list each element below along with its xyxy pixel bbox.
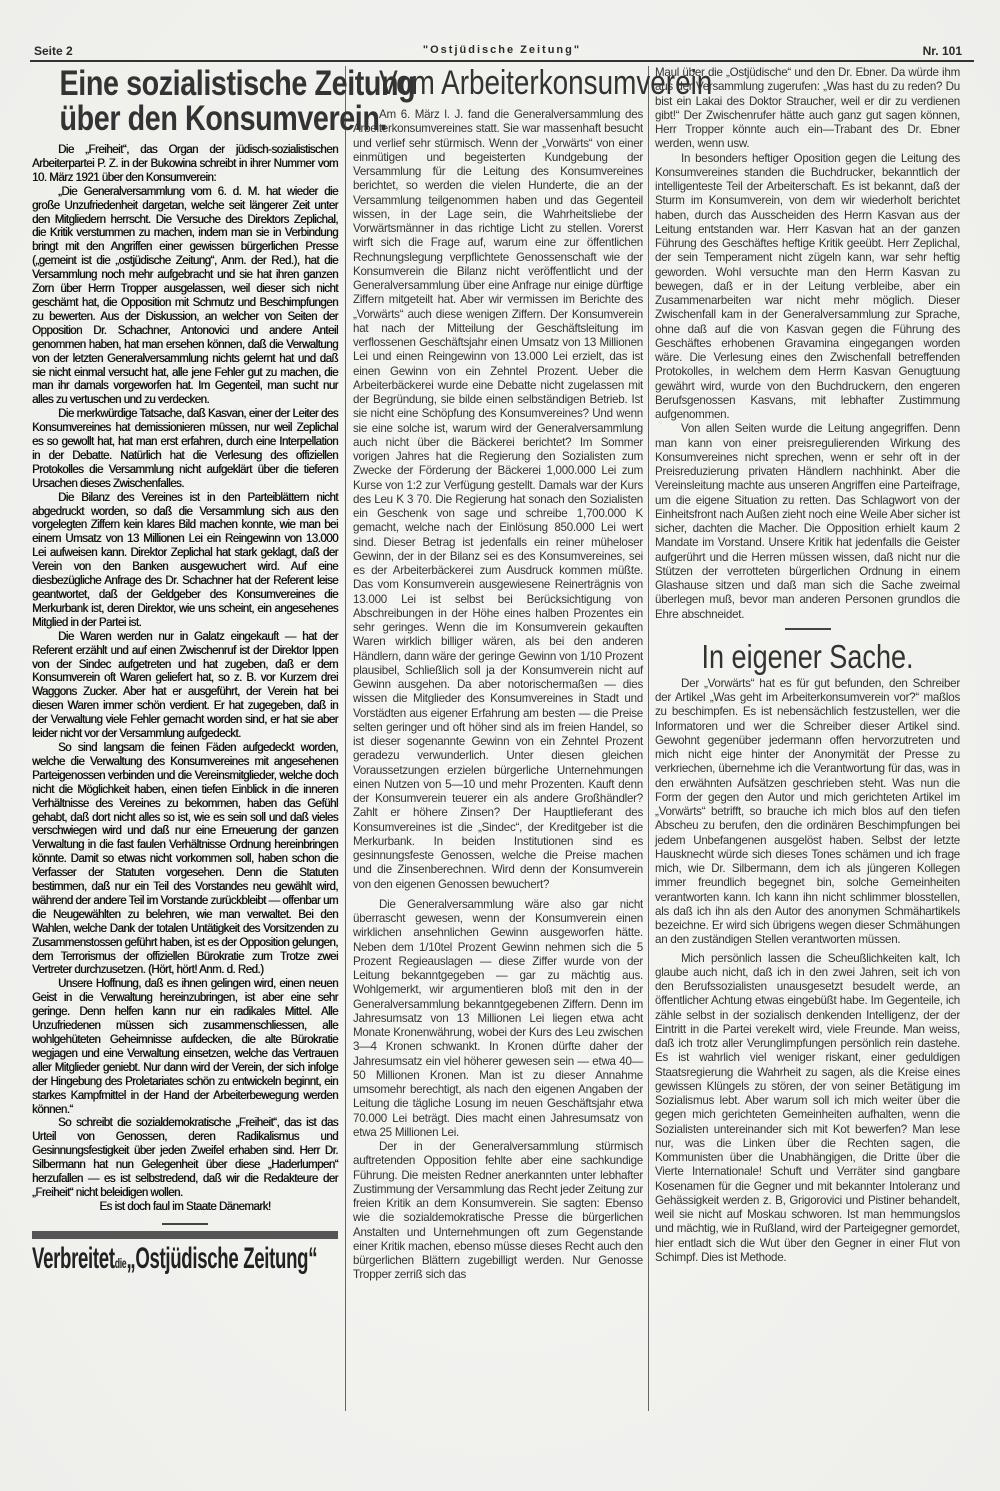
promo-text-small: die — [114, 1254, 127, 1271]
closing-line: Es ist doch faul im Staate Dänemark! — [99, 1200, 271, 1213]
page-number: Seite 2 — [34, 44, 73, 58]
headline: Vom Arbeiterkonsumverein — [379, 64, 713, 102]
paragraph: So sind langsam die feinen Fäden aufgedeckt worden, welche die Verwaltung des Konsumvereines mit angesehenen Parteigenossen verbinden und die Vereinsmitglieder, welche doch nicht die Möglichkeit haben, einen tiefen Einblick in die inneren Verhältnisse des Vereines zu bekommen, haben das Gefühl gehabt, daß dort nicht alles so ist, wie es sein soll und daß vieles verschwiegen wird und daß nur eine Erneuerung der ganzen Verwaltung in die fast faulen Verhältnisse Ordnung hereinbringen könnte. Damit so etwas nicht vorkommen soll, haben schon die Verfasser der Statuten vorgesehen. Denn die Statuten bestimmen, daß nur ein Teil des Vorstandes neu gewählt wird, während der andere Teil im Vorstande zurückbleibt — offenbar um die Neugewählten zu belehren, wie man verwaltet. Bei den Wahlen, welche Dank der totalen Untätigkeit des Vorsitzenden zu Zusammenstossen geführt haben, ist es der Opposition gelungen, dem Terrorismus der offiziellen Bürokratie zum Trotze zwei Vertreter durchzusetzen. (Hört, hört! Anm. d. Red.) — [32, 741, 338, 977]
separator — [785, 628, 831, 630]
paragraph: Mich persönlich lassen die Scheußlichkeiten kalt, Ich glaube auch nicht, daß ich in den zwei Jahren, seit ich von den Berufssozialisten unausgesetzt besudelt werde, an öffentlicher Achtung etwas eingebüßt habe. Im Gegenteile, ich zähle selbst in der sozialisch denkenden Intelligenz, der der Eintritt in die Partei verekelt wird, viele Freunde. Man weiss, daß ich trotz aller Verunglimpfungen persönlich rein dastehe. Es ist wahrlich viel weniger riskant, einer geduldigen Staatsregierung die Wahrheit zu sagen, als die Kreise eines gewissen Klüngels zu stören, der von seiner Betätigung im Sozialismus lebt. Aber warum soll ich mich weiter über die gegen mich gerichteten Gemeinheiten aufhalten, wenn die Sozialisten untereinander sich mit Kot bewerfen? Man lese nur, was die Linken über die Rechten sagen, die Kommunisten über die Unabhängigen, die Dritte über die Vierte Internationale! Schuft und Verräter sind gangbare Kosenamen für die Gegner und mit bekannter Intoleranz und Gehässigkeit werden z. B, Grigorovici und Pistiner behandelt, weil sie nicht auf Moskau schworen. Ist man hemmungslos und mächtig, wie in Rußland, wird der Parteigegner gemordet, hier entladt sich die Wut über den Gegner in einer Flut von Schimpf. Dies ist Methode. — [655, 951, 960, 1264]
column-divider — [345, 66, 346, 1411]
paragraph: „Die Generalversammlung vom 6. d. M. hat wieder die große Unzufriedenheit dargetan, welche seit längerer Zeit unter den Mitgliedern herrscht. Die Versuche des Direktors Zeplichal, die Kritik verstummen zu machen, indem man sie in Verbindung bringt mit den Angriffen einer gewissen bürgerlichen Presse („gemeint ist die „ostjüdische Zeitung“, Anm. der Red.), hat die Versammlung noch mehr aufgebracht und sie hat ihren ganzen Zorn über Herrn Tropper ausgelassen, weil dieser sich nicht geschämt hat, die Opposition mit Schmutz und Beschimpfungen zu bewerten. Aus der Diskussion, an welcher von Seiten der Opposition Dr. Schachner, Antonovici und andere Anteil genommen haben, hat man ersehen können, daß die Verwaltung von der letzten Generalversammlung nichts gelernt hat und daß sie nicht einmal versucht hat, alle jene Fehler gut zu machen, die man ihr damals vorgeworfen hat. Im Gegenteil, man sucht nur alles zu vertuschen und zu verdecken. — [32, 185, 338, 407]
paragraph: Die Generalversammlung wäre also gar nicht überrascht gewesen, wenn der Konsumverein einen wirklichen ansehnlichen Gewinn ausgeworfen hätte. Neben dem 1/10tel Prozent Gewinn nehmen sich die 5 Prozent Regieauslagen — diese Ziffer wurde von der Leitung bekanntgegeben — gar zu mächtig aus. Wohlgemerkt, wir argumentieren bloß mit den in der Generalversammlung bekanntgegebenen Ziffern. Denn im Jahresumsatz von 13 Millionen Lei liegen etwa acht Monate Kronenwährung, wobei der Kurs des Leu zwischen 3—4 Kronen schwankt. In Kronen dürfte daher der Jahresumsatz ein viel höherer gewesen sein — etwa 40—50 Millionen Kronen. Man ist zu dieser Annahme umsomehr berechtigt, als nach den eigenen Angaben der Leitung die tägliche Losung im neuen Geschäftsjahr etwa 70.000 Lei beträgt. Dies macht einen Jahresumsatz von etwa 25 Millionen Lei. — [353, 897, 643, 1139]
promo-bar — [32, 1231, 338, 1239]
article-socialist-newspaper — [32, 64, 416, 1280]
paragraph: Der in der Generalversammlung stürmisch auftretenden Opposition fehlte aber eine sachkundige Führung. Die meisten Redner anerkannten unter lebhafter Zustimmung der Versammlung das Recht jeder Zeitung zur freien Kritik an dem Konsumverein. Sie sagten: Ebenso wie die sozialdemokratische Presse die bürgerlichen Anstalten und Unternehmungen oft zum Gegenstande einer Kritik machen, ebenso müsse dieses Recht auch den bürgerlichen Blättern zugebilligt werden. Nur Genosse Tropper zerriß sich das — [353, 1140, 644, 1282]
paragraph: Unsere Hoffnung, daß es ihnen gelingen wird, einen neuen Geist in die Verwaltung hereinzubringen, ist aber eine sehr geringe. Denn helfen kann nur ein radikales Mittel. Alle Unzufriedenen müssen sich zusammenschliessen, alle wohlgehüteten Geheimnisse aufdecken, die alte Bürokratie wegjagen und eine Verwaltung einsetzen, welche das Vertrauen aller Mitglieder geniebt. Nur dann wird der Verein, der sich infolge der Hingebung des Proletariates schön zu entwickeln beginnt, ein starkes Kampfmittel in der Hand der Arbeiterbewegung werden können.“ — [32, 978, 338, 1116]
paragraph: Die merkwürdige Tatsache, daß Kasvan, einer der Leiter des Konsumvereines hat demissionieren müssen, nur weil Zeplichal es so gewollt hat, hat man erst erfahren, durch eine Interpellation in der Debatte. Natürlich hat die Verlesung des offiziellen Protokolles die Versammlung nicht aufgeklärt über die tieferen Ursachen dieses Zwischenfalles. — [32, 408, 338, 490]
paragraph: Die Bilanz des Vereines ist in den Parteiblättern nicht abgedruckt worden, so daß die Versammlung sich aus den vorgelegten Ziffern kein klares Bild machen konnte, wie man bei einem Umsatz von 13 Millionen Lei ein Reingewinn von 13.000 Lei aufweisen kann. Direktor Zeplichal hat stark geklagt, daß der Verein von den Banken ausgewuchert wird. Auf eine diesbezügliche Anfrage des Dr. Schachner hat der Referent leise geantwortet, daß der Geldgeber des Konsumvereines die Merkurbank ist, deren Direktor, wie uns scheint, ein angesehenes Mitglied in der Partei ist. — [32, 491, 338, 629]
headline-line-2: über den Konsumverein. — [59, 99, 388, 138]
issue-number: Nr. 101 — [922, 44, 962, 58]
paragraph: Die Waren werden nur in Galatz eingekauft — hat der Referent erzählt und auf einen Zwischenruf ist der Direktor Ippen von der Sindec aufgetreten und hat zugeben, daß er dem Konsumverein oft Waren geliefert hat, so z. B. vor Kurzem drei Waggons Zucker. Aber hat er ausgeführt, der Verein hat bei diesen Waren immer schön verdient. Er hat zugegeben, daß in der Verwaltung viele Fehler gemacht worden sind, er hat sie aber leider nicht vor der Versammlung aufgedeckt. — [32, 630, 338, 741]
paragraph: In besonders heftiger Oposition gegen die Leitung des Konsumvereines standen die Buchdrucker, bekanntlich der intelligenteste Teil der Arbeiterschaft. Es ist bekannt, daß der Sturm im Konsumverein, von dem wir wiederholt berichtet haben, durch das Ausscheiden des Herrn Kasvan aus der Leitung entstanden war. Herr Kasvan hat an der ganzen Führung des Geschäftes heftige Kritik geeübt. Herr Zeplichal, der sein Temperament nicht zügeln kann, war sehr heftig geworden. Wohl versuchte man den Herrn Kasvan zu bewegen, daß er in der Leitung verbleibe, aber ein Zusammenarbeiten war nicht mehr möglich. Dieser Zwischenfall kam in der Generalversammlung zur Sprache, ohne daß auf die von Kasvan gegen die Führung des Geschäftes erhobenen Gravamina eingegangen worden wäre. Die Verlesung eines den Zwischenfall betreffenden Protokolles, in welchem dem Herrn Kasvan Genugtuung gewährt wird, wurde von den Buchdruckern, den engeren Berufsgenossen Kasvans, mit lebhafter Zustimmung aufgenommen. — [655, 151, 960, 421]
paragraph: Am 6. März l. J. fand die Generalversammlung des Arbeiterkonsumvereines statt. Sie war massenhaft besucht und verlief sehr stürmisch. Wenn der „Vorwärts“ von einer einmütigen und begeisterten Kundgebung der Versammlung für die Leitung des Konsumvereines berichtet, so werden die vielen Hunderte, die an der Versammlung teilgenommen haben und das Gegenteil wissen, in der Lage sein, die Wahrheitsliebe der Vorwärtsmänner in das richtige Licht zu stellen. Vorerst wirft sich die Frage auf, warum eine zur öffentlichen Rechnungslegung verpflichtete Genossenschaft wie der Konsumverein die Bilanz nicht veröffentlicht und der Generalversammlung über eine Anfrage nur einige dürftige Ziffern mitgeteilt hat. Aber wir vermissen im Berichte des „Vorwärts“ auch diese wenigen Ziffern. Der Konsumverein hat nach der Mitteilung der Geschäftsleitung im verflossenen Geschäftsjahr einen Umsatz von 13 Millionen Lei und einen Reingewinn von 13.000 Lei erzielt, das ist einen Gewinn von ein Zehntel Prozent. Ueber die Arbeiterbäckerei wurde eine Debatte nicht zugelassen mit der Begründung, sie bilde einen selbständigen Betrieb. Ist sie nicht eine Schöpfung des Konsumvereines? Und wenn sie eine solche ist, warum wird der Generalversammlung auch nicht über die Bäckerei berichtet? Im Sommer vorigen Jahres hat die Regierung den Sozialisten zum Zwecke der Förderung der Bäckerei 1,000.000 Lei zum Kurse von 1:2 zur Verfügung gestellt. Damals war der Kurs des Leu K 3 70. Die Regierung hat sonach den Sozialisten ein Geschenk von sage und schreibe 1,700.000 K gemacht, welche nach der Einlösung 850.000 Lei wert sind. Dieser Betrag ist jedenfalls ein reiner müheloser Gewinn, der in der Bilanz sei es des Konsumvereines, sei es der Arbeiterbäckerei zum Ausdruck kommen müßte. Das vom Konsumverein ausgewiesene Reinerträgnis von 13.000 Lei ist selbst bei Berücksichtigung von Abschreibungen in der Höhe eines halben Prozentes ein sehr geringes. Wenn die im Konsumverein gekauften Waren wirklich billiger wären, als bei den anderen Händlern, dann wäre der geringe Gewinn von 1/10 Prozent plausibel, Schließlich soll ja der Konsumverein nicht auf Gewinn ausgehen. Da aber notorischermaßen — dies wissen die Mitglieder des Konsumvereines in Stadt und Vorstädten aus eigener Erfahrung am besten — die Preise selten geringer und oft höher sind als im freien Handel, so ist dieser sogenannte Gewinn von ein Zehntel Prozent geradezu verwunderlich. Unter diesen gleichen Voraussetzungen erzielen bürgerliche Unternehmungen einen Nutzen von 5—10 und mehr Prozenten. Kauft denn der Konsumverein teuerer ein als andere Großhändler? Zahlt er höhere Zinsen? Der Hauptlieferant des Konsumvereines ist die „Sindec“, der Kreditgeber ist die Merkurbank. In beiden Institutionen sind es gesinnungsfeste Genossen, welche die Preise machen und die Zinsenberechnen. Wird denn der Konsumverein von den eigenen Genossen bewuchert? — [353, 108, 643, 891]
promo-banner — [32, 1241, 318, 1280]
promo-text: Verbreitet — [32, 1241, 115, 1275]
paragraph: Maul über die „Ostjüdische“ und den Dr. Ebner. Da würde ihm aus der Versammlung zugerufen: „Was hast du zu reden? Du bist ein Lakai des Doktor Straucher, weil er dir zu verdienen gibt!“ Der Zwischenrufer hätte auch ganz gut sagen können, Herr Tropper könnte auch ein—Trabant des Dr. Ebner werden, wenn usw. — [655, 66, 960, 151]
promo-title: „Ostjüdische Zeitung“ — [126, 1241, 318, 1275]
separator — [162, 1223, 208, 1225]
masthead: "Ostjüdische Zeitung" — [422, 44, 582, 56]
column-divider — [648, 66, 649, 1411]
page-header — [34, 44, 970, 60]
paragraph: Von allen Seiten wurde die Leitung angegriffen. Denn man kann von einer preisregulierenden Wirkung des Konsumvereines nicht sprechen, wenn er sehr oft in der Preisreduzierung privaten Händlern nachhinkt. Aber die Vereinsleitung machte aus unseren Angriffen eine Parteifrage, um die eigene Situation zu retten. Das Schlagwort von der Einheitsfront nach Außen zieht noch eine Weile Aber sicher ist sicher, dachten die Macher. Die Opposition erhielt kaum 2 Mandate im Vorstand. Unsere Kritik hat jedenfalls die Geister aufgerührt und die Herren müssen wissen, daß nicht nur die Stützen der verrotteten bürgerlichen Ordnung in einem Glashause sitzen und daß man sich die Sache zweimal überlegen muß, bevor man anderen Personen grundlos die Ehre abschneidet. — [655, 422, 960, 621]
header-rule — [30, 60, 974, 62]
headline-line-1: Eine sozialistische Zeitung — [59, 64, 416, 103]
paragraph: Der „Vorwärts“ hat es für gut befunden, den Schreiber der Artikel „Was geht im Arbeiterkonsumverein vor?“ maßlos zu beschimpfen. Es ist nebensächlich festzustellen, wer die Informatoren und wer die Schreiber dieser Artikel sind. Gewohnt gegenüber jedermann offen hervorzutreten und mich nicht eige hinter der Anonymität der Presse zu verkriechen, übernehme ich die Verantwortung für das, was in den erwähnten Aufsätzen geschrieben steht. Was nun die Form der gegen den Autor und mich gerichteten Artikel im „Vorwärts“ betrifft, so brauche ich mich blos auf den tiefen Abscheu zu berufen, den die ordinären Beschimpfungen bei jedem Unbefangenen ausgelöst haben. Selbst der letzte Hausknecht würde sich dieses Tones schämen und ich frage mich, wie Dr. Silbermann, dem ich als jüngeren Kollegen immer freundlich begegnet bin, solche Gemeinheiten verantworten kann. Ich kann ihn nicht schlimmer blosstellen, als daß ich ihn als den Autor des anonymen Schmähartikels bezeichne. Er wird sich übrigens wegen dieser Schmähungen an den zuständigen Stellen verantworten müssen. — [655, 676, 960, 947]
paragraph: Die „Freiheit“, das Organ der jüdisch-sozialistischen Arbeiterpartei P. Z. in der Bukowina schreibt in ihrer Nummer vom 10. März 1921 über den Konsumverein: — [32, 144, 338, 184]
article-continuation — [655, 66, 960, 1408]
paragraph: So schreibt die sozialdemokratische „Freiheit“, das ist das Urteil von Genossen, deren Radikalismus und Gesinnungsfestigkeit über jeden Zweifel erhaben sind. Herr Dr. Silbermann hat nun Gelegenheit über diese „Haderlumpen“ herzufallen — es ist selbstredend, daß wir die Redakteure der „Freiheit“ nicht beleidigen wollen. — [32, 1117, 338, 1199]
article-workers-consumer-association — [353, 64, 713, 1408]
headline-in-eigener-sache: In eigener Sache. — [701, 637, 914, 675]
